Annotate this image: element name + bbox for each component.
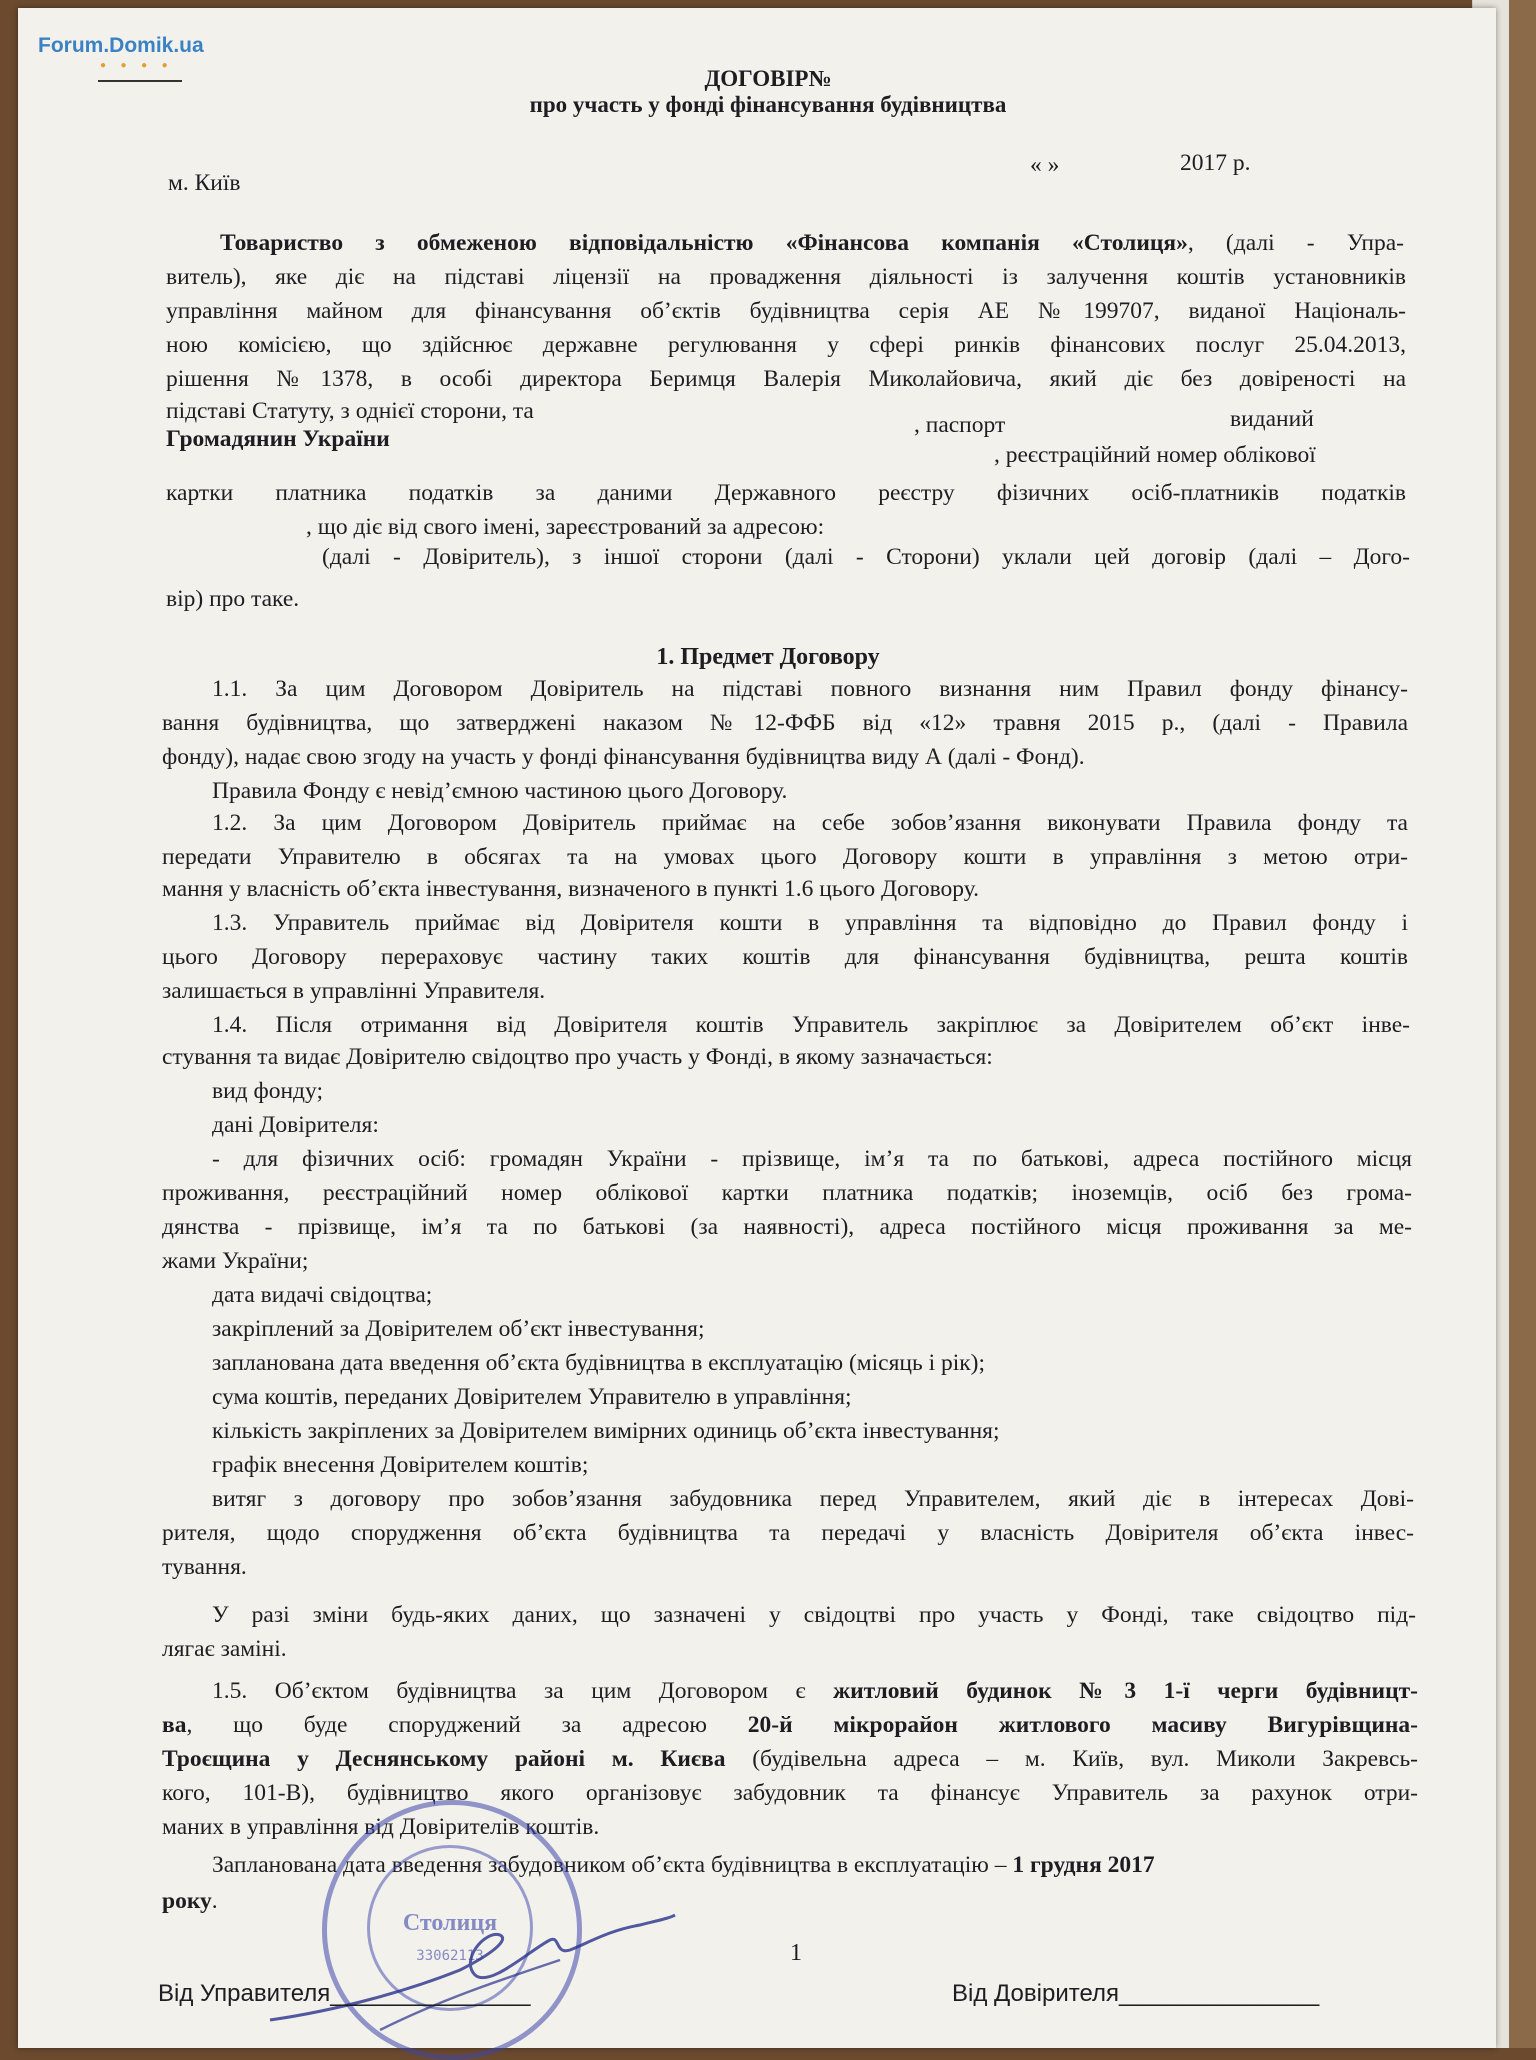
s1-line: стування та видає Довірителю свідоцтво про участь у Фонді, в якому зазначається: xyxy=(162,1044,993,1070)
s1-line: дата видачі свідоцтва; xyxy=(212,1282,433,1308)
preamble-line-12: вір) про таке. xyxy=(166,586,300,612)
s1-line: графік внесення Довірителем коштів; xyxy=(212,1452,589,1478)
citizen-label: Громадянин України xyxy=(166,426,390,452)
preamble-line-2: витель), яке діє на підставі ліцензії на провадження діяльності із залучення коштів установників xyxy=(166,264,1406,290)
p15-line-3: Троєщина у Деснянському районі м. Києва (будівельна адреса – м. Київ, вул. Миколи Закревсь- xyxy=(162,1746,1418,1772)
s1-line: лягає заміні. xyxy=(162,1636,287,1662)
preamble-line-3: управління майном для фінансування об’єктів будівництва серія АЕ №199707, виданої Національ- xyxy=(166,298,1406,324)
s1-line: залишається в управлінні Управителя. xyxy=(162,978,546,1004)
s1-line: витяг з договору про зобов’язання забудовника перед Управителем, який діє в інтересах Дові- xyxy=(212,1486,1414,1512)
stamp-code: 33062113 xyxy=(416,1948,484,1964)
stamp-text: Столиця xyxy=(402,1910,498,1936)
document-subtitle: про участь у фонді фінансування будівництва xyxy=(529,92,1007,117)
watermark-dots: ● ● ● ● xyxy=(100,60,174,71)
passport-label: , паспорт xyxy=(914,412,1006,438)
s1-line: вид фонду; xyxy=(212,1078,323,1104)
s1-line: мання у власність об’єкта інвестування, визначеного в пункті 1.6 цього Договору. xyxy=(162,876,979,902)
s1-line: проживання, реєстраційний номер облікової картки платника податків; іноземців, осіб без грома- xyxy=(162,1180,1412,1206)
p15-line-2: ва, що буде споруджений за адресою 20-й мікрорайон житлового масиву Вигурівщина- xyxy=(162,1712,1418,1738)
s1-line: запланована дата введення об’єкта будівництва в експлуатацію (місяць і рік); xyxy=(212,1350,986,1376)
p15-line-6: Запланована дата введення забудовником об’єкта будівництва в експлуатацію – 1 грудня 2017 xyxy=(212,1852,1155,1878)
section-heading: 1. Предмет Договору xyxy=(656,644,880,670)
reg-number-label: , реєстраційний номер облікової xyxy=(994,442,1316,468)
page-number: 1 xyxy=(790,1940,802,1966)
watermark-logo: Forum.Domik.ua xyxy=(38,34,204,57)
s1-line: рителя, щодо спорудження об’єкта будівництва та передачі у власність Довірителя об’єкта інвес- xyxy=(162,1520,1414,1546)
s1-line: вання будівництва, що затверджені наказом №12-ФФБ від «12» травня 2015 р., (далі - Правила xyxy=(162,710,1408,736)
signature-line-manager: Від Управителя_______________ xyxy=(158,1980,531,2007)
document-title: ДОГОВІР№ xyxy=(704,66,832,91)
preamble-line-11: (далі - Довіритель), з іншої сторони (далі - Сторони) уклали цей договір (далі – Дого- xyxy=(322,544,1410,570)
preamble-line-1: Товариство з обмеженою відповідальністю «Фінансова компанія «Столиця», (далі - Упра- xyxy=(220,230,1404,256)
s1-line: 1.1. За цим Договором Довіритель на підставі повного визнання ним Правил фонду фінансу- xyxy=(212,676,1408,702)
s1-line: передати Управителю в обсягах та на умовах цього Договору кошти в управління з метою отри- xyxy=(162,844,1408,870)
p15-line-5: маних в управління від Довірителів коштів. xyxy=(162,1814,600,1840)
s1-line: 1.2. За цим Договором Довіритель приймає на себе зобов’язання виконувати Правила фонду та xyxy=(212,810,1408,836)
city: м. Київ xyxy=(168,170,241,196)
s1-line: - для фізичних осіб: громадян України - прізвище, ім’я та по батькові, адреса постійного місця xyxy=(212,1146,1412,1172)
preamble-line-10: , що діє від свого імені, зареєстрований за адресою: xyxy=(306,514,825,540)
s1-line: У разі зміни будь-яких даних, що зазначені у свідоцтві про участь у Фонді, таке свідоцтво під- xyxy=(212,1602,1416,1628)
s1-line: тування. xyxy=(162,1554,247,1580)
s1-line: фонду), надає свою згоду на участь у фонді фінансування будівництва виду А (далі - Фонд). xyxy=(162,744,1085,770)
preamble-line-5: рішення №1378, в особі директора Беримця Валерія Миколайовича, який діє без довіреності на xyxy=(166,366,1406,392)
s1-line: Правила Фонду є невід’ємною частиною цього Договору. xyxy=(212,778,788,804)
issued-label: виданий xyxy=(1230,406,1314,432)
preamble-line-4: ною комісією, що здійснює державне регулювання у сфері ринків фінансових послуг 25.04.2013, xyxy=(166,332,1406,358)
s1-line: дянства - прізвище, ім’я та по батькові (за наявності), адреса постійного місця проживання за ме- xyxy=(162,1214,1412,1240)
s1-line: 1.4. Після отримання від Довірителя коштів Управитель закріплює за Довірителем об’єкт інве- xyxy=(212,1012,1410,1038)
s1-line: закріплений за Довірителем об’єкт інвестування; xyxy=(212,1316,705,1342)
s1-line: жами України; xyxy=(162,1248,309,1274)
handwritten-signature xyxy=(260,1900,680,2040)
s1-line: дані Довірителя: xyxy=(212,1112,379,1138)
s1-line: кількість закріплених за Довірителем вимірних одиниць об’єкта інвестування; xyxy=(212,1418,1000,1444)
preamble-line-6: підставі Статуту, з однієї сторони, та xyxy=(166,398,534,424)
p15-line-4: кого, 101-В), будівництво якого організовує забудовник та фінансує Управитель за рахунок отри- xyxy=(162,1780,1418,1806)
p15-line-7: року. xyxy=(162,1888,218,1914)
p15-line-1: 1.5. Об’єктом будівництва за цим Договором є житловий будинок №3 1-ї черги будівницт- xyxy=(212,1678,1418,1704)
s1-line: цього Договору перераховує частину таких коштів для фінансування будівництва, решта коштів xyxy=(162,944,1408,970)
s1-line: 1.3. Управитель приймає від Довірителя кошти в управління та відповідно до Правил фонду і xyxy=(212,910,1408,936)
date-year: 2017 р. xyxy=(1180,150,1251,176)
signature-line-trustor: Від Довірителя_______________ xyxy=(952,1980,1320,2007)
org-name: Товариство з обмеженою відповідальністю «Фінансова компанія «Столиця» xyxy=(220,230,1188,256)
date-quotes: « » xyxy=(1030,152,1060,178)
preamble-line-9: картки платника податків за даними Державного реєстру фізичних осіб-платників податків xyxy=(166,480,1406,506)
s1-line: сума коштів, переданих Довірителем Управителю в управління; xyxy=(212,1384,852,1410)
